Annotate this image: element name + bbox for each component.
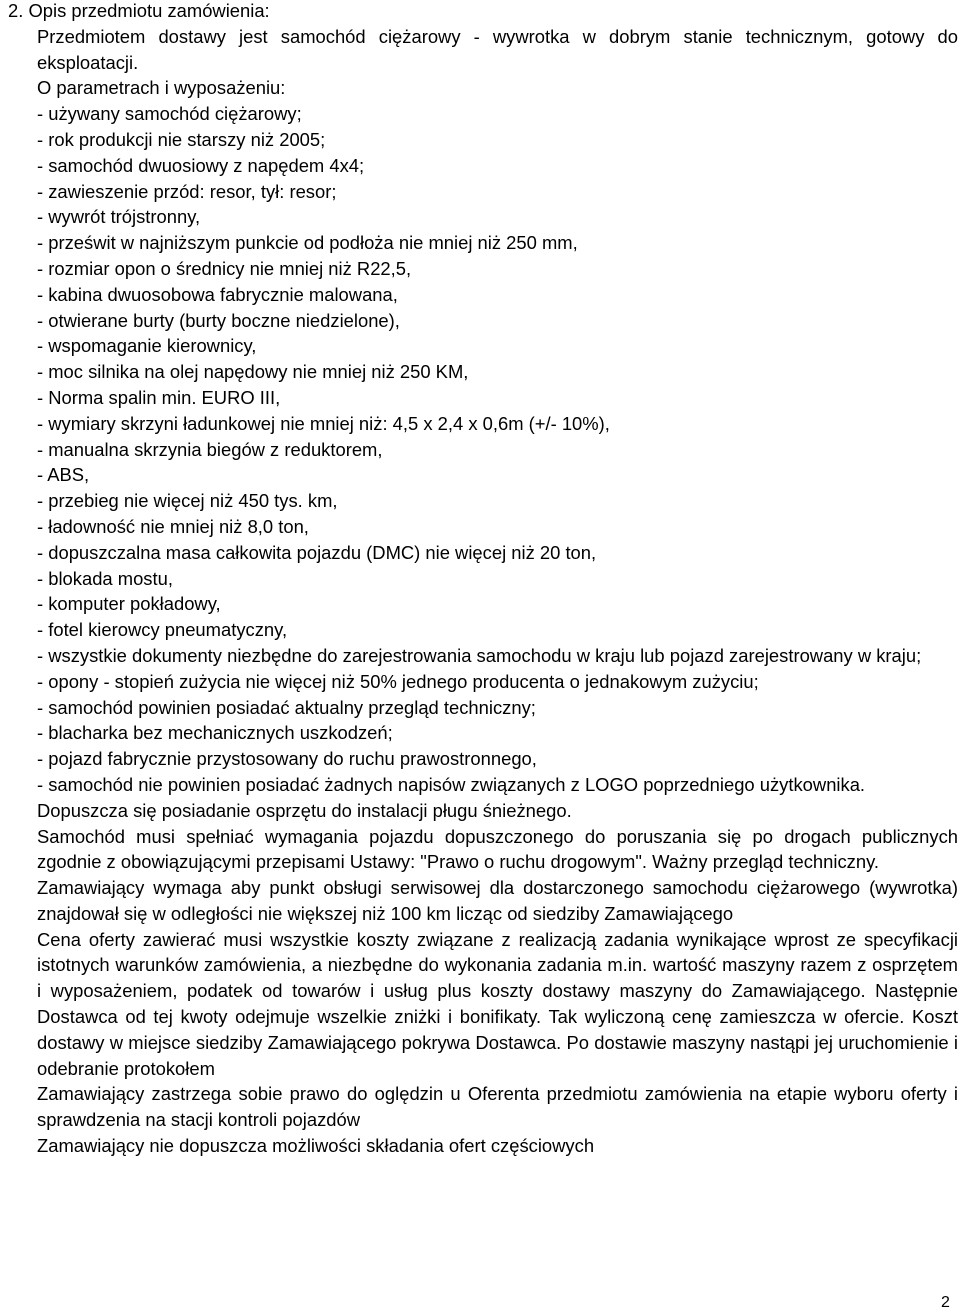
parameters-heading: O parametrach i wyposażeniu:: [37, 77, 286, 99]
list-item: - wszystkie dokumenty niezbędne do zarejestrowania samochodu w kraju lub pojazd zarejestrowany w kraju;: [37, 644, 922, 666]
list-item: - dopuszczalna masa całkowita pojazdu (DMC) nie więcej niż 20 ton,: [37, 541, 597, 563]
parameters-list: [37, 101, 958, 798]
list-item: - opony - stopień zużycia nie więcej niż 50% jednego producenta o jednakowym zużyciu;: [37, 670, 759, 692]
list-item: - wspomaganie kierownicy,: [37, 335, 257, 357]
snow-plough-paragraph: Dopuszcza się posiadanie osprzętu do instalacji pługu śnieżnego.: [37, 799, 572, 821]
list-item: - moc silnika na olej napędowy nie mniej niż 250 KM,: [37, 361, 469, 383]
service-point-paragraph: Zamawiający wymaga aby punkt obsługi serwisowej dla dostarczonego samochodu ciężarowego (wywrotka) znajdował się w odległości nie większej niż 100 km licząc od siedziby Zamawiającego: [37, 877, 958, 924]
list-item: - wymiary skrzyni ładunkowej nie mniej niż: 4,5 x 2,4 x 0,6m (+/- 10%),: [37, 412, 610, 434]
page-number: 2: [941, 1294, 950, 1311]
intro-paragraph: Przedmiotem dostawy jest samochód ciężarowy - wywrotka w dobrym stanie technicznym, gotowy do eksploatacji.: [37, 25, 958, 73]
offer-price-paragraph: Cena oferty zawierać musi wszystkie koszty związane z realizacją zadania wynikające wprost ze specyfikacji istotnych warunków zamówienia, a niezbędne do wykonania zadania m.in. wartość maszyny razem z osprzętem i wyposażeniem, podatek od towarów i usług plus koszty dostawy maszyny do Zamawiającego. Następnie Dostawca od tej kwoty odejmuje wszelkie zniżki i bonifikaty. Tak wyliczoną cenę zamieszcza w ofercie. Koszt dostawy w miejsce siedziby Zamawiającego pokrywa Dostawca. Po dostawie maszyny nastąpi jej uruchomienie i odebranie protokołem: [37, 928, 958, 1079]
list-item: - ABS,: [37, 464, 90, 486]
list-item: - prześwit w najniższym punkcie od podłoża nie mniej niż 250 mm,: [37, 232, 578, 254]
section-content: [37, 24, 958, 1159]
list-item: - fotel kierowcy pneumatyczny,: [37, 619, 288, 641]
list-item: - zawieszenie przód: resor, tył: resor;: [37, 180, 337, 202]
road-requirements-paragraph: Samochód musi spełniać wymagania pojazdu dopuszczonego do poruszania się po drogach publicznych zgodnie z obowiązującymi przepisami Ustawy: "Prawo o ruchu drogowym". Ważny przegląd techniczny.: [37, 825, 958, 873]
partial-offers-paragraph: Zamawiający nie dopuszcza możliwości składania ofert częściowych: [37, 1135, 595, 1157]
inspection-right-paragraph: Zamawiający zastrzega sobie prawo do oględzin u Oferenta przedmiotu zamówienia na etapie wyboru oferty i sprawdzenia na stacji kontroli pojazdów: [37, 1083, 958, 1131]
list-item: - blacharka bez mechanicznych uszkodzeń;: [37, 722, 393, 744]
list-item: - samochód nie powinien posiadać żadnych napisów związanych z LOGO poprzedniego użytkownika.: [37, 773, 866, 795]
list-item: - blokada mostu,: [37, 567, 173, 589]
list-item: - samochód dwuosiowy z napędem 4x4;: [37, 154, 365, 176]
list-item: - rozmiar opon o średnicy nie mniej niż R22,5,: [37, 257, 412, 279]
list-item: - wywrót trójstronny,: [37, 206, 201, 228]
list-item: - samochód powinien posiadać aktualny przegląd techniczny;: [37, 696, 536, 718]
list-item: - rok produkcji nie starszy niż 2005;: [37, 128, 326, 150]
section-heading: 2. Opis przedmiotu zamówienia:: [8, 0, 270, 21]
list-item: - Norma spalin min. EURO III,: [37, 386, 281, 408]
list-item: - pojazd fabrycznie przystosowany do ruchu prawostronnego,: [37, 748, 537, 770]
list-item: - komputer pokładowy,: [37, 593, 221, 615]
list-item: - otwierane burty (burty boczne niedzielone),: [37, 309, 400, 331]
list-item: - manualna skrzynia biegów z reduktorem,: [37, 438, 383, 460]
list-item: - kabina dwuosobowa fabrycznie malowana,: [37, 283, 398, 305]
list-item: - ładowność nie mniej niż 8,0 ton,: [37, 515, 309, 537]
list-item: - przebieg nie więcej niż 450 tys. km,: [37, 490, 338, 512]
list-item: - używany samochód ciężarowy;: [37, 103, 302, 125]
